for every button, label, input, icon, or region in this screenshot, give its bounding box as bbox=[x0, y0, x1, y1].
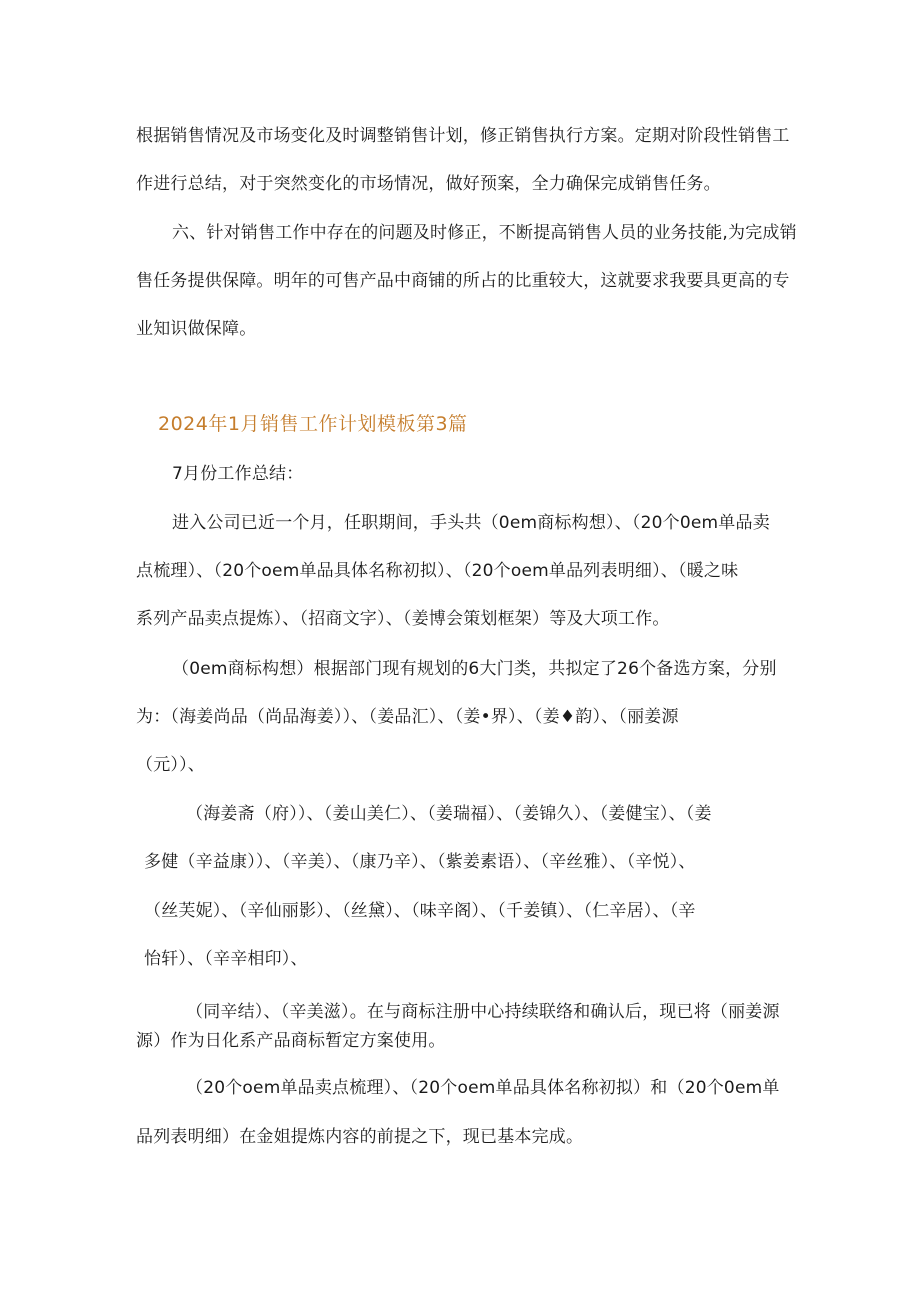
paragraph-line: 售任务提供保障。明年的可售产品中商铺的所占的比重较大，这就要求我要具更高的专 bbox=[136, 271, 790, 291]
paragraph-line: 点梳理）、（20个oem单品具体名称初拟）、（20个oem单品列表明细）、（暖之味 bbox=[136, 561, 739, 581]
paragraph-line: 源）作为日化系产品商标暂定方案使用。 bbox=[136, 1031, 446, 1051]
paragraph-line: 作进行总结，对于突然变化的市场情况，做好预案，全力确保完成销售任务。 bbox=[136, 174, 721, 194]
paragraph-line: （0em商标构想）根据部门现有规划的6大门类，共拟定了26个备选方案，分别 bbox=[172, 659, 777, 679]
paragraph-line: （丝芙妮）、（辛仙丽影）、（丝黛）、（味辛阁）、（千姜镇）、（仁辛居）、（辛 bbox=[144, 901, 696, 921]
paragraph-line: 7月份工作总结： bbox=[172, 464, 304, 484]
paragraph-line: 根据销售情况及市场变化及时调整销售计划，修正销售执行方案。定期对阶段性销售工 bbox=[136, 126, 790, 146]
paragraph-line: 怡轩）、（辛辛相印）、 bbox=[144, 949, 308, 969]
paragraph-line: 系列产品卖点提炼）、（招商文字）、（姜博会策划框架）等及大项工作。 bbox=[136, 609, 670, 629]
paragraph-line: 多健（辛益康））、（辛美）、（康乃辛）、（紫姜素语）、（辛丝雅）、（辛悦）、 bbox=[144, 852, 696, 872]
paragraph-line: 品列表明细）在金姐提炼内容的前提之下，现已基本完成。 bbox=[136, 1127, 584, 1147]
paragraph-line: 业知识做保障。 bbox=[136, 319, 257, 339]
paragraph-line: （20个oem单品卖点梳理）、（20个oem单品具体名称初拟）和（20个0em单 bbox=[186, 1078, 780, 1098]
paragraph-line: 六、针对销售工作中存在的问题及时修正，不断提高销售人员的业务技能,为完成销 bbox=[172, 223, 797, 243]
paragraph-line: 进入公司已近一个月，任职期间，手头共（0em商标构想）、（20个0em单品卖 bbox=[172, 513, 770, 533]
paragraph-line: （同辛结）、（辛美滋）。在与商标注册中心持续联络和确认后，现已将（丽姜源 bbox=[186, 1002, 780, 1022]
paragraph-line: （元））、 bbox=[136, 755, 205, 775]
paragraph-line: 为：（海姜尚品（尚品海姜））、（姜品汇）、（姜•界）、（姜♦韵）、（丽姜源 bbox=[136, 707, 679, 727]
section-heading: 2024年1月销售工作计划模板第3篇 bbox=[158, 413, 468, 435]
paragraph-line: （海姜斋（府））、（姜山美仁）、（姜瑞福）、（姜锦久）、（姜健宝）、（姜 bbox=[186, 804, 712, 824]
